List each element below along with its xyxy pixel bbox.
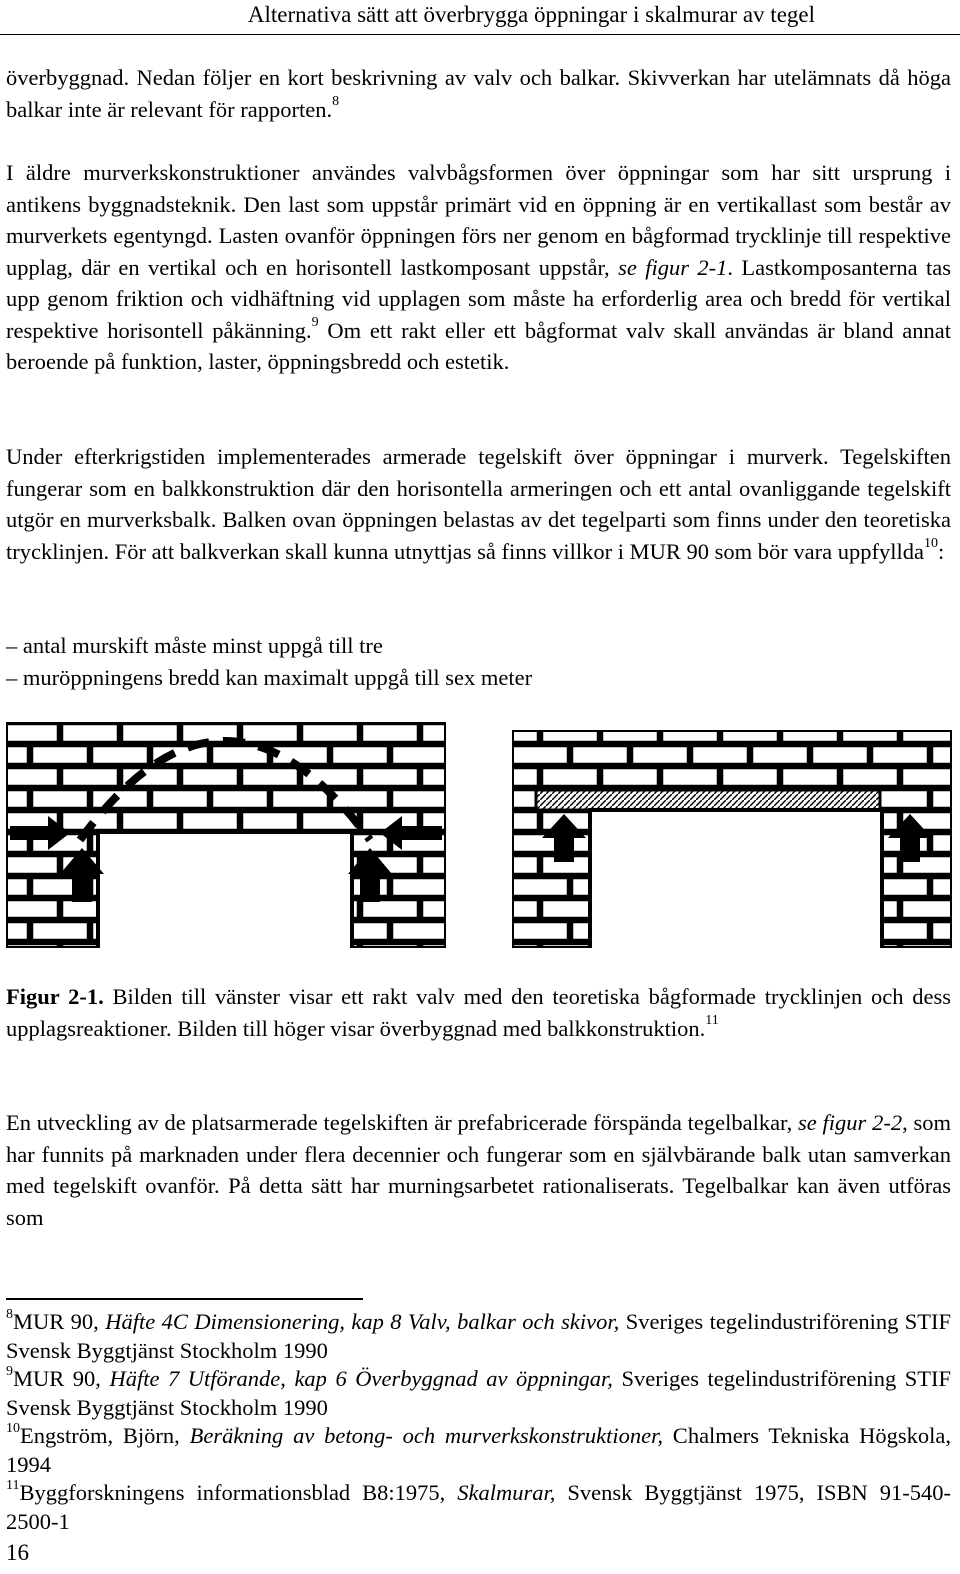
footnote-publisher: Sveriges tegelindustriförening STIF Svensk Byggtjänst Stockholm 1990 [6, 1309, 952, 1363]
right-wall-beam [512, 730, 952, 952]
footnote [6, 1365, 951, 1422]
figure-ref-2-2[interactable]: se figur 2-2 [798, 1110, 903, 1135]
footnote [6, 1479, 951, 1536]
list-item: – muröppningens bredd kan maximalt uppgå till sex meter [6, 664, 533, 690]
figure-2-1-drawing [0, 722, 960, 952]
running-header [0, 0, 960, 35]
footnote-publisher: Sveriges tegelindustriförening STIF Svensk Byggtjänst Stockholm 1990 [6, 1366, 952, 1420]
paragraph-1-text: överbyggnad. Nedan följer en kort beskrivning av valv och balkar. Skivverkan har utelämnats då höga balkar inte är relevant för rapporten. [6, 65, 951, 122]
footnote-number: 10 [6, 1420, 20, 1436]
reinforced-brick-beam [536, 790, 880, 810]
footnotes [6, 1308, 951, 1536]
footnote-title: Häfte 7 Utförande, kap 6 Överbyggnad av öppningar, [109, 1366, 613, 1391]
footnote-publisher: Chalmers Tekniska Högskola, 1994 [6, 1423, 951, 1477]
figure-caption [6, 981, 951, 1044]
footnote-author: MUR 90, [13, 1309, 106, 1334]
paragraph-4-text-b: , som har funnits på marknaden under flera decennier och fungerar som en självbärande balk utan samverkan med tegelskift ovanför. På detta sätt har murningsarbetet rationaliserats. Tegelbalkar kan även utföras som [6, 1110, 951, 1230]
footnote-ref-10[interactable]: 10 [923, 536, 938, 551]
paragraph-2 [6, 157, 951, 378]
paragraph-2-text-a: I äldre murverkskonstruktioner användes valvbågsformen över öppningar som har sitt ursprung i antikens byggnadsteknik. Den last som uppstår primärt vid en öppning är en vertikallast som består av murverkets egentyngd. Lasten ovanför öppningen förs ner genom en bågformad trycklinje till respektive upplag, där en vertikal och en horisontell lastkomposant uppstår, [6, 160, 951, 280]
paragraph-4 [6, 1107, 951, 1233]
footnote-author: Byggforskningens informationsblad B8:1975, [19, 1480, 458, 1505]
right-opening [590, 810, 882, 952]
left-opening [98, 832, 352, 952]
figure-ref-2-1[interactable]: se figur 2-1 [618, 254, 728, 280]
paragraph-3 [6, 441, 951, 567]
caption-text: Bilden till vänster visar ett rakt valv med den teoretiska bågformade trycklinjen och dess upplagsreaktioner. Bilden till höger visar överbyggnad med balkkonstruktion. [6, 984, 951, 1041]
footnote-author: MUR 90, [13, 1366, 110, 1391]
list-item: – antal murskift måste minst uppgå till tre [6, 633, 383, 658]
header-title: Alternativa sätt att överbrygga öppningar i skalmurar av tegel [247, 2, 815, 27]
paragraph-4-text-a: En utveckling av de platsarmerade tegelskiften är prefabricerade förspända tegelbalkar, [6, 1110, 799, 1135]
footnote-separator [6, 1298, 363, 1300]
footnote-number: 8 [6, 1306, 13, 1322]
footnote-title: Häfte 4C Dimensionering, kap 8 Valv, balkar och skivor, [105, 1309, 620, 1334]
paragraph-1 [6, 62, 951, 125]
footnote-ref-8[interactable]: 8 [332, 94, 340, 109]
footnote-number: 11 [6, 1477, 20, 1493]
left-wall-straight-arch [6, 722, 446, 952]
paragraph-3-text: Under efterkrigstiden implementerades armerade tegelskift över öppningar i murverk. Tegelskiften fungerar som en balkkonstruktion där den horisontella armeringen och ett antal ovanliggande tegelskift utgör en murverksbalk. Balken ovan öppningen belastas av det tegelparti som finns under den teoretiska trycklinjen. För att balkverkan skall kunna utnyttjas så finns villkor i MUR 90 som bör vara uppfyllda [6, 444, 951, 564]
figure-2-1 [0, 722, 960, 952]
page-number: 16 [6, 1540, 29, 1565]
footnote-title: Beräkning av betong- och murverkskonstruktioner, [189, 1423, 664, 1448]
footnote-publisher: Svensk Byggtjänst 1975, ISBN 91-540-2500-1 [6, 1480, 951, 1534]
caption-label: Figur 2-1. [6, 984, 104, 1009]
footnote-author: Engström, Björn, [20, 1423, 190, 1448]
footnote [6, 1422, 951, 1479]
requirements-list [6, 630, 951, 693]
paragraph-2-text-b: . Lastkomposanterna tas upp genom friktion och vidhäftning vid upplagen som måste ha erforderlig area och bredd för vertikal respektive horisontell påkänning. [6, 254, 951, 343]
footnote [6, 1308, 951, 1365]
footnote-title: Skalmurar, [457, 1480, 556, 1505]
paragraph-3-colon: : [937, 538, 945, 564]
paragraph-2-text-c: Om ett rakt eller ett bågformat valv skall användas är bland annat beroende på funktion, laster, öppningsbredd och estetik. [6, 317, 951, 374]
footnote-ref-11[interactable]: 11 [705, 1013, 719, 1028]
footnote-number: 9 [6, 1363, 13, 1379]
footnote-ref-9[interactable]: 9 [311, 315, 319, 330]
